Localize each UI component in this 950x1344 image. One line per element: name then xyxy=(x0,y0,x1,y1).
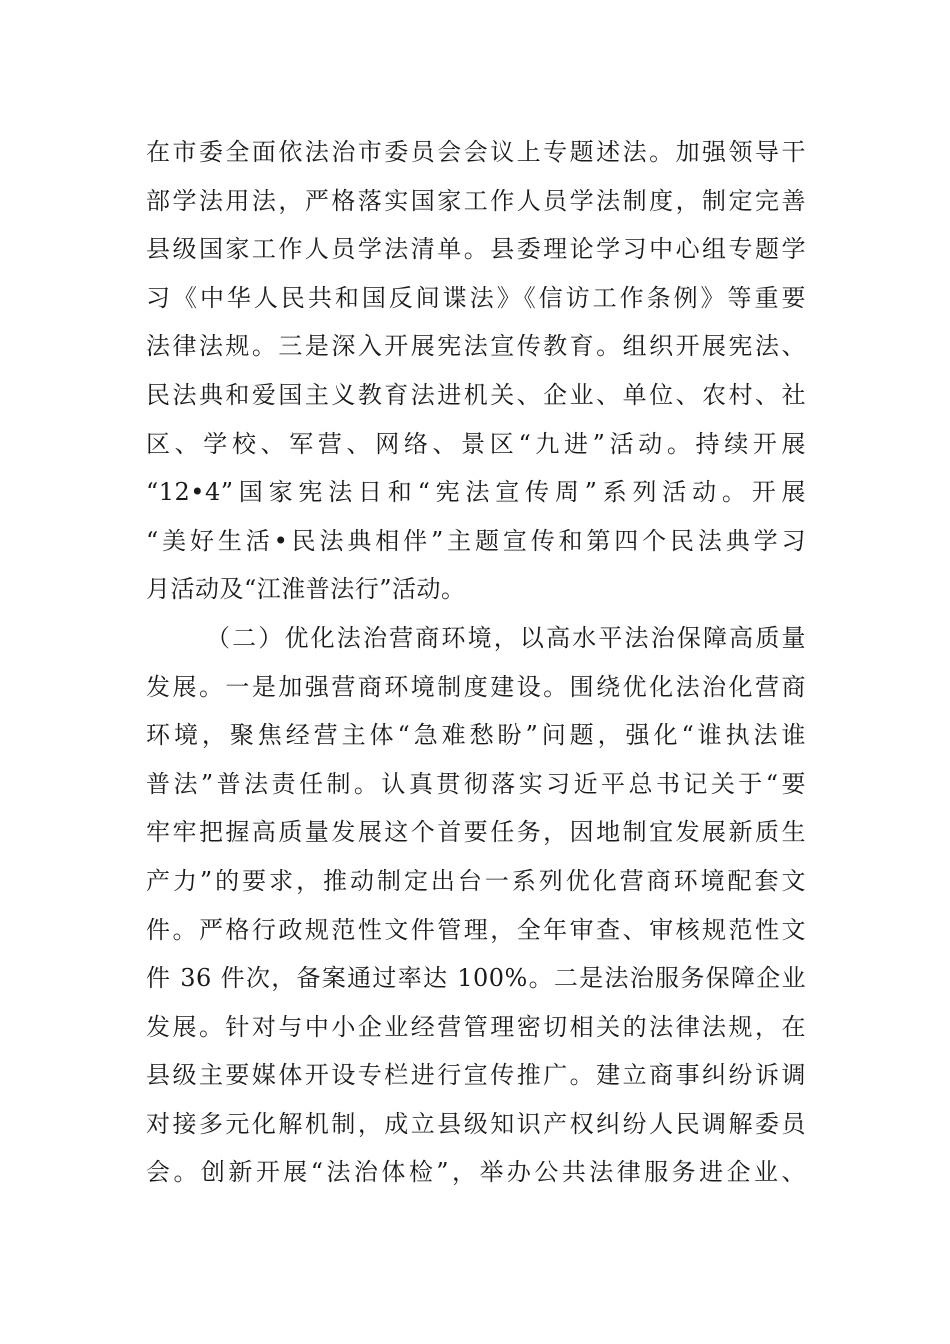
text-line: 会。创新开展“法治体检”，举办公共法律服务进企业、 xyxy=(146,1158,806,1187)
text-line: “美好生活•民法典相伴”主题宣传和第四个民法典学习 xyxy=(146,526,806,555)
text-line: 在市委全面依法治市委员会会议上专题述法。加强领导干 xyxy=(146,138,806,166)
text-line: 习《中华人民共和国反间谍法》《信访工作条例》等重要 xyxy=(146,283,806,312)
text-line: 法律法规。三是深入开展宪法宣传教育。组织开展宪法、 xyxy=(146,332,806,361)
text-line: 件 36 件次，备案通过率达 100%。二是法治服务保障企业 xyxy=(146,964,806,993)
text-line: 民法典和爱国主义教育法进机关、企业、单位、农村、社 xyxy=(146,380,806,409)
text-line: “12•4”国家宪法日和“宪法宣传周”系列活动。开展 xyxy=(146,478,806,507)
text-line: 对接多元化解机制，成立县级知识产权纠纷人民调解委员 xyxy=(146,1109,806,1138)
text-line: 县级主要媒体开设专栏进行宣传推广。建立商事纠纷诉调 xyxy=(146,1061,806,1090)
text-line: 环境，聚焦经营主体“急难愁盼”问题，强化“谁执法谁 xyxy=(146,721,806,750)
document-body xyxy=(146,128,806,1197)
text-line: 牢牢把握高质量发展这个首要任务，因地制宜发展新质生 xyxy=(146,818,806,847)
text-line: 普法”普法责任制。认真贯彻落实习近平总书记关于“要 xyxy=(146,769,806,798)
text-line: 件。严格行政规范性文件管理，全年审查、审核规范性文 xyxy=(146,915,806,944)
text-line: 区、学校、军营、网络、景区“九进”活动。持续开展 xyxy=(146,429,806,458)
text-line: 部学法用法，严格落实国家工作人员学法制度，制定完善 xyxy=(146,186,806,215)
section-heading-line: （二）优化法治营商环境，以高水平法治保障高质量 xyxy=(206,623,806,652)
text-line: 县级国家工作人员学法清单。县委理论学习中心组专题学 xyxy=(146,235,806,264)
text-line: 月活动及“江淮普法行”活动。 xyxy=(146,575,466,604)
text-line: 产力”的要求，推动制定出台一系列优化营商环境配套文 xyxy=(146,866,806,895)
text-line: 发展。针对与中小企业经营管理密切相关的法律法规，在 xyxy=(146,1012,806,1041)
text-line: 发展。一是加强营商环境制度建设。围绕优化法治化营商 xyxy=(146,672,806,701)
